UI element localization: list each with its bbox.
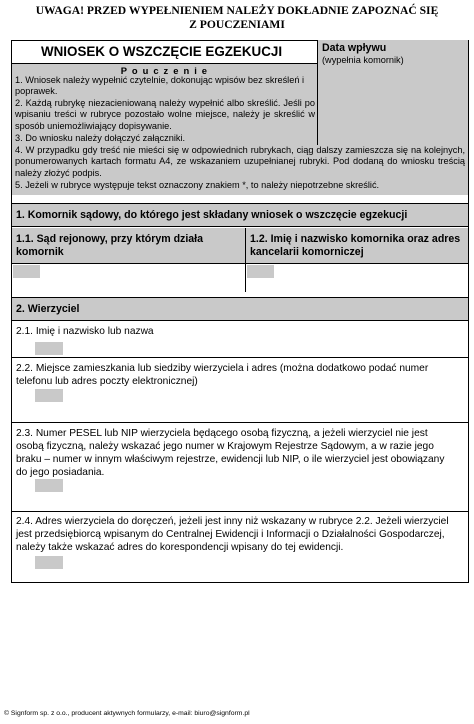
instruction-5: 5. Jeżeli w rubryce występuje tekst oznaczony znakiem *, to należy niepotrzebne skreślić. <box>15 180 380 190</box>
field-1-1-label: 1.1. Sąd rejonowy, przy którym działa komornik <box>16 233 204 258</box>
field-2-1-input[interactable] <box>35 342 63 355</box>
field-2-3-input[interactable] <box>35 479 63 492</box>
warning-header <box>0 4 474 32</box>
instructions-heading: P o u c z e n i e <box>120 65 209 76</box>
receipt-date-label: Data wpływu <box>322 42 387 54</box>
field-2-3-label: 2.3. Numer PESEL lub NIP wierzyciela będącego osobą fizyczną, a jeżeli wierzyciel nie jest osobą fizyczną, należy wskazać jego numer w Krajowym Rejestrze Sądowym, a w razie jego braku – numer w innym właściwym rejestrze, ewidencji lub NIP, o ile wierzyciel jest obowiązany do jego posiadania. <box>16 428 445 478</box>
field-2-4-input[interactable] <box>35 556 63 569</box>
field-1-2-input[interactable] <box>247 265 274 278</box>
field-1-2-label: 1.2. Imię i nazwisko komornika oraz adres kancelarii komorniczej <box>250 233 461 258</box>
instruction-1: 1. Wniosek należy wypełnić czytelnie, dokonując wpisów bez skreśleń i poprawek. <box>15 75 305 97</box>
form-title: WNIOSEK O WSZCZĘCIE EGZEKUCJI <box>41 44 283 59</box>
field-2-4-box <box>12 513 468 582</box>
field-2-4-label: 2.4. Adres wierzyciela do doręczeń, jeżeli jest inny niż wskazany w rubryce 2.2. Jeżeli wierzyciel jest przedsiębiorcą wpisanym do Centralnej Ewidencji i Informacji o Działalności Gospodarczej, należy także wskazać adres do korespondencji wpisany do tej ewidencji. <box>16 516 449 553</box>
footer-copyright: © Signform sp. z o.o., producent aktywnych formularzy, e-mail: biuro@signform.pl <box>4 710 250 717</box>
section-1-title: 1. Komornik sądowy, do którego jest składany wniosek o wszczęcie egzekucji <box>16 209 408 221</box>
instruction-2: 2. Każdą rubrykę niezacieniowaną należy wypełnić albo skreślić. Jeśli po wpisaniu treści w rubryce pozostało wolne miejsce, należy je skreślić w sposób uniemożliwiający dopisywanie. <box>15 98 315 131</box>
field-2-1-label: 2.1. Imię i nazwisko lub nazwa <box>16 326 154 337</box>
field-1-2-input-area[interactable] <box>246 264 468 292</box>
field-2-1-box <box>12 322 468 358</box>
field-2-2-input[interactable] <box>35 389 63 402</box>
field-1-1-label-box <box>12 228 246 264</box>
section-2-header <box>12 297 468 321</box>
field-2-2-box <box>12 359 468 423</box>
warning-line-1: UWAGA! PRZED WYPEŁNIENIEM NALEŻY DOKŁADNIE ZAPOZNAĆ SIĘ <box>35 4 439 17</box>
warning-line-2: Z POUCZENIAMI <box>189 18 285 31</box>
instruction-4: 4. W przypadku gdy treść nie mieści się w odpowiednich rubrykach, ciąg dalszy zamieszcza się na kolejnych, ponumerowanych kartach formatu A4, ze wskazaniem uzupełnianej rubryki. Pod dodaną do wniosku treścią należy złożyć podpis. <box>15 145 465 178</box>
field-2-3-box <box>12 424 468 512</box>
instruction-3: 3. Do wniosku należy dołączyć załączniki. <box>15 133 186 143</box>
field-1-1-input-area[interactable] <box>12 264 246 292</box>
field-1-1-input[interactable] <box>13 265 40 278</box>
title-box <box>11 40 318 64</box>
section-2-title: 2. Wierzyciel <box>16 303 80 315</box>
section-1-header <box>12 203 468 227</box>
receipt-date-note: (wypełnia komornik) <box>322 55 404 65</box>
field-1-2-label-box <box>246 228 468 264</box>
field-2-2-label: 2.2. Miejsce zamieszkania lub siedziby wierzyciela i adres (można dodatkowo podać numer telefonu lub adres poczty elektronicznej) <box>16 363 429 387</box>
